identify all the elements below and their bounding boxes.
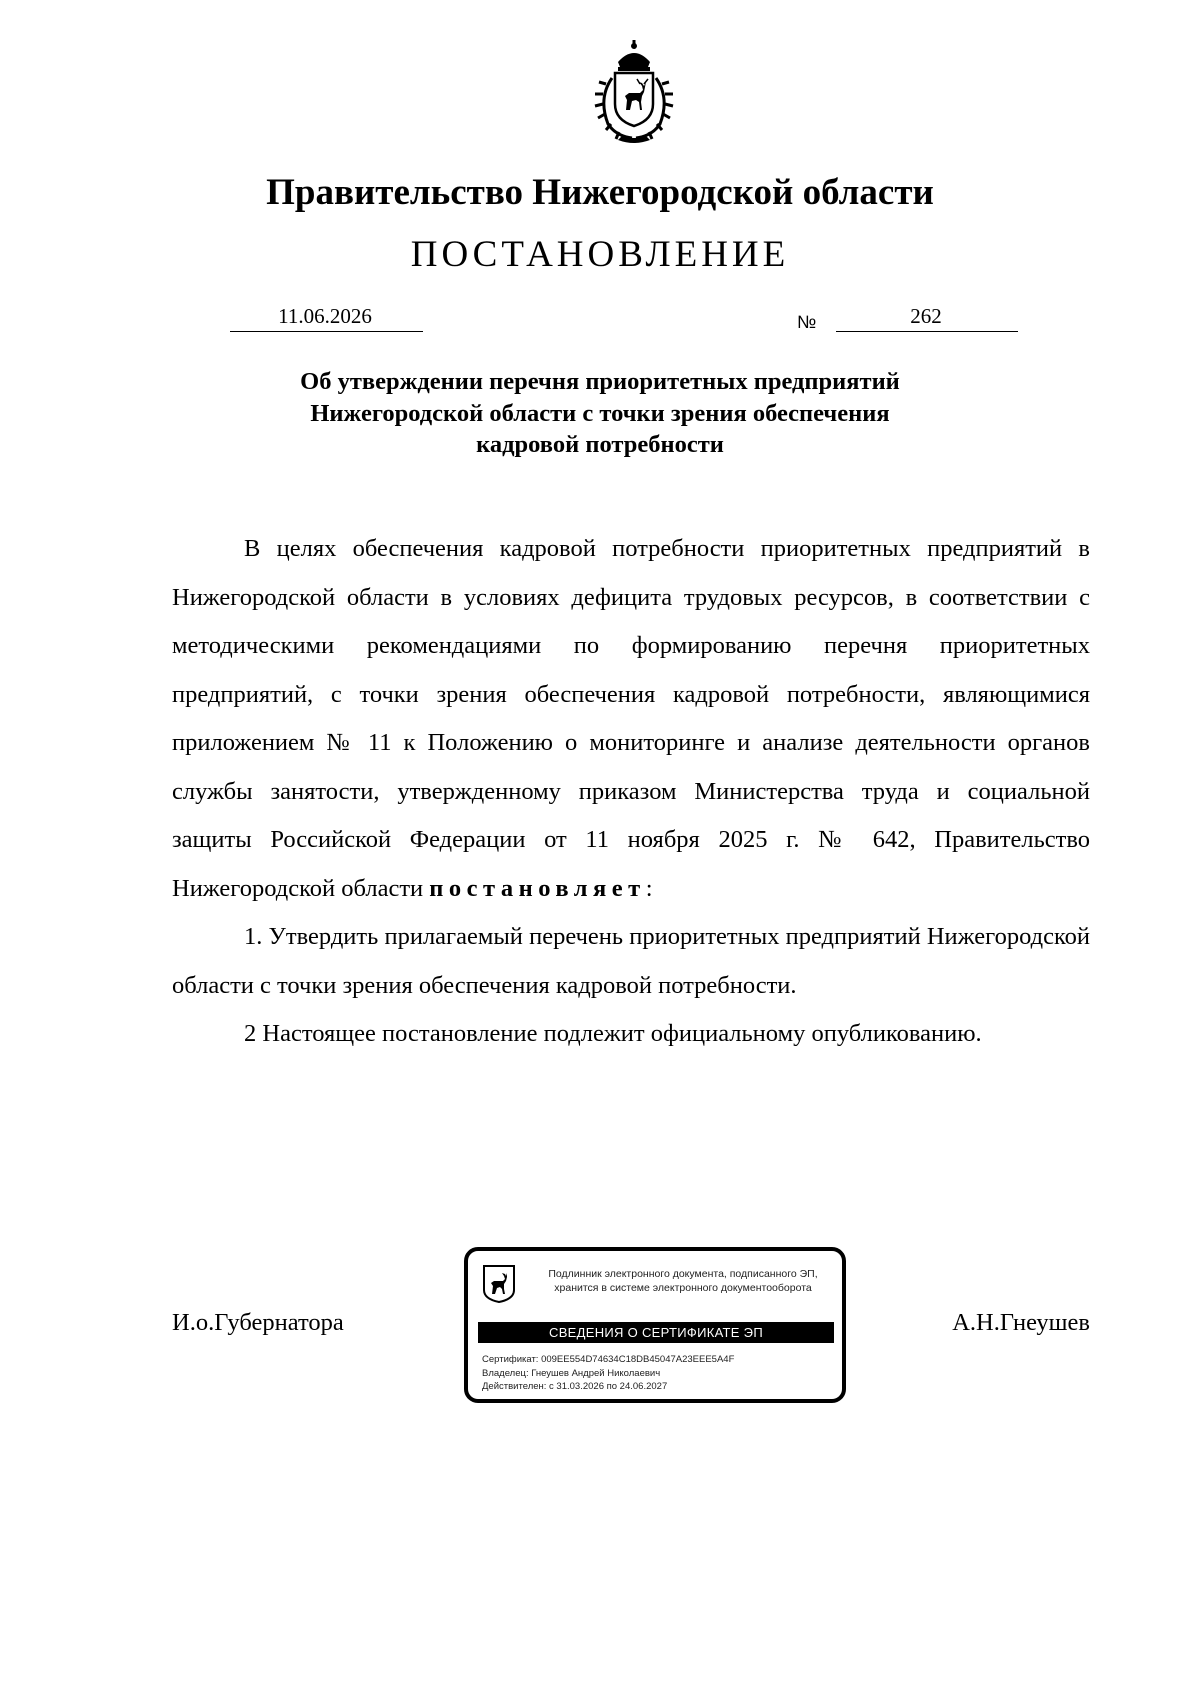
document-type: ПОСТАНОВЛЕНИЕ	[410, 234, 790, 275]
stamp-header-line: хранится в системе электронного документооборота	[554, 1282, 812, 1294]
number-sign: №	[797, 312, 817, 332]
document-date: 11.06.2026	[278, 304, 372, 328]
certificate-details	[482, 1353, 734, 1394]
coat-of-arms-icon	[582, 40, 686, 146]
document-number: 262	[910, 304, 942, 328]
stamp-header-line: Подлинник электронного документа, подписанного ЭП,	[548, 1268, 818, 1280]
subject-line: Нижегородской области с точки зрения обеспечения	[310, 399, 890, 427]
signatory-position: И.о.Губернатора	[172, 1309, 344, 1336]
decree-word: постановляет	[429, 874, 646, 902]
subject-line: Об утверждении перечня приоритетных предприятий	[300, 368, 900, 395]
e-signature-stamp	[464, 1247, 846, 1403]
certificate-id: Сертификат: 009EE554D74634C18DB45047A23EEE5A4F	[482, 1354, 735, 1365]
document-subject	[200, 366, 1000, 461]
stamp-header	[528, 1267, 838, 1295]
signatory-name: А.Н.Гнеушев	[952, 1309, 1090, 1336]
decree-colon: :	[645, 874, 653, 902]
item-paragraph: 2 Настоящее постановление подлежит официальному опубликованию.	[244, 1020, 982, 1047]
certificate-owner: Владелец: Гнеушев Андрей Николаевич	[482, 1367, 661, 1379]
certificate-validity: Действителен: с 31.03.2026 по 24.06.2027	[482, 1381, 668, 1392]
government-title: Правительство Нижегородской области	[266, 172, 934, 213]
number-underline	[836, 331, 1018, 332]
subject-line: кадровой потребности	[476, 431, 724, 458]
preamble-text: В целях обеспечения кадровой потребности приоритетных предприятий в Нижегородской области в условиях дефицита трудовых ресурсов, в соответствии с методическими рекомендациями по формированию перечня приоритетных предприятий, с точки зрения обеспечения кадровой потребности, являющимися приложением № 11 к Положению о мониторинге и анализе деятельности органов службы занятости, утвержденному приказом Министерства труда и социальной защиты Российской Федерации от 11 ноября 2025 г. № 642, Правительство Нижегородской области	[172, 535, 1090, 902]
emblem-shield-icon	[482, 1264, 516, 1304]
document-body	[172, 525, 1090, 1059]
date-underline	[230, 331, 423, 332]
preamble-paragraph	[172, 525, 1090, 913]
item-paragraph: 1. Утвердить прилагаемый перечень приоритетных предприятий Нижегородской области с точки зрения обеспечения кадровой потребности.	[172, 923, 1090, 999]
certificate-banner: СВЕДЕНИЯ О СЕРТИФИКАТЕ ЭП	[478, 1322, 834, 1343]
